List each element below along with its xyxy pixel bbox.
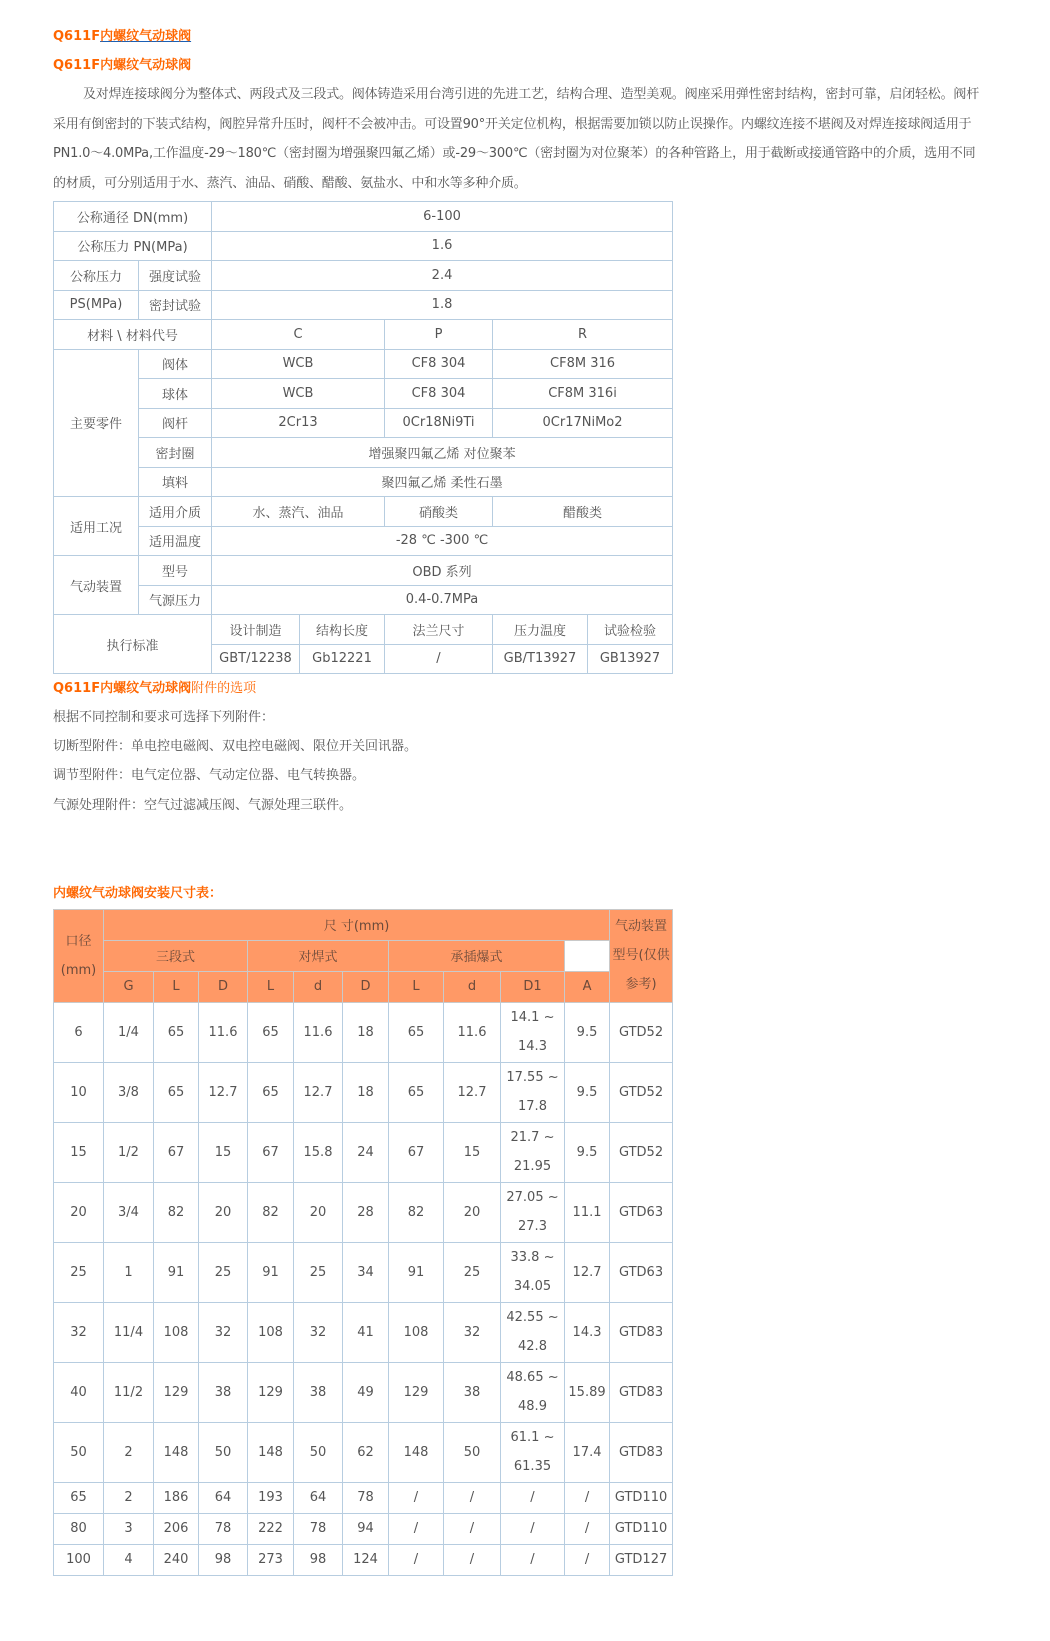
d1-cell [501, 1062, 565, 1122]
dim-cell: 148 [154, 1422, 199, 1482]
model-value: OBD 系列 [212, 556, 673, 586]
actuator-model-cell: GTD110 [610, 1513, 673, 1544]
dim-cell: 98 [199, 1544, 248, 1575]
dim-cell: / [389, 1544, 444, 1575]
dim-cell: 32 [294, 1302, 343, 1362]
d1-max: 61.35 [513, 1459, 552, 1475]
bore-cell: 15 [54, 1122, 104, 1182]
d1-max: 17.8 [518, 1099, 547, 1115]
dim-cell: 12.7 [199, 1062, 248, 1122]
dim-cell: 82 [389, 1182, 444, 1242]
table-row [54, 1362, 673, 1422]
dim-cell: 78 [199, 1513, 248, 1544]
stem-c: 2Cr13 [212, 408, 385, 438]
d1-min: 33.8 ~ [510, 1250, 555, 1266]
bore-label: 口径 [65, 933, 92, 949]
table-row [54, 1122, 673, 1182]
bore-cell: 65 [54, 1482, 104, 1513]
dim-cell: 65 [389, 1062, 444, 1122]
standard-value: GB13927 [588, 644, 673, 674]
a-cell: 9.5 [565, 1122, 610, 1182]
dim-cell: 91 [248, 1242, 294, 1302]
bore-cell: 80 [54, 1513, 104, 1544]
actuator-model-cell: GTD110 [610, 1482, 673, 1513]
medium-c: 水、蒸汽、油品 [212, 497, 385, 527]
medium-label: 适用介质 [139, 497, 212, 527]
pn-value: 1.6 [212, 231, 673, 261]
d1-min: 42.55 ~ [506, 1310, 559, 1326]
dim-cell: 91 [389, 1242, 444, 1302]
actuator-model-cell: GTD83 [610, 1302, 673, 1362]
d1-min: 48.65 ~ [506, 1370, 559, 1386]
actuator-model-cell: GTD63 [610, 1182, 673, 1242]
col-header: d [444, 971, 501, 1002]
dim-cell: 148 [389, 1422, 444, 1482]
spec-row-model [54, 556, 673, 586]
code-c: C [212, 320, 385, 350]
dim-cell: 273 [248, 1544, 294, 1575]
standard-value: GB/T13927 [493, 644, 588, 674]
dim-cell: / [389, 1482, 444, 1513]
d1-max: 27.3 [518, 1219, 547, 1235]
dim-cell: 50 [294, 1422, 343, 1482]
d1-min: 17.55 ~ [506, 1070, 559, 1086]
dim-cell: 67 [389, 1122, 444, 1182]
spec-row-air [54, 585, 673, 615]
bore-cell: 10 [54, 1062, 104, 1122]
dim-cell: 15 [444, 1122, 501, 1182]
standard-head: 压力温度 [493, 615, 588, 645]
medium-p: 硝酸类 [385, 497, 493, 527]
dim-cell: 98 [294, 1544, 343, 1575]
air-label: 气源压力 [139, 585, 212, 615]
table-row [54, 1002, 673, 1062]
accessories-line: 调节型附件：电气定位器、气动定位器、电气转换器。 [53, 768, 366, 784]
spec-table [53, 201, 673, 674]
medium-r: 醋酸类 [493, 497, 673, 527]
code-r: R [493, 320, 673, 350]
spec-row-strength [54, 261, 673, 291]
spec-row-stem [54, 408, 673, 438]
product-title: Q611F内螺纹气动球阀 [53, 58, 192, 73]
dim-cell: 62 [343, 1422, 389, 1482]
stem-label: 阀杆 [139, 408, 212, 438]
standard-head: 法兰尺寸 [385, 615, 493, 645]
dim-cell: 108 [248, 1302, 294, 1362]
accessories-title-product[interactable]: Q611F内螺纹气动球阀 [53, 681, 192, 696]
ball-r: CF8M 316i [493, 379, 673, 409]
bore-cell: 32 [54, 1302, 104, 1362]
dim-cell: 64 [199, 1482, 248, 1513]
a-cell: / [565, 1544, 610, 1575]
accessories-line: 切断型附件：单电控电磁阀、双电控电磁阀、限位开关回讯器。 [53, 739, 418, 755]
dim-cell: 28 [343, 1182, 389, 1242]
bore-header [54, 909, 104, 1002]
dim-cell: 15 [199, 1122, 248, 1182]
dim-cell: 94 [343, 1513, 389, 1544]
title-prefix: Q611F [53, 29, 101, 44]
col-header: D [343, 971, 389, 1002]
dimensions-table [53, 909, 673, 1576]
seal-label: 密封试验 [139, 290, 212, 320]
dim-cell: 15.8 [294, 1122, 343, 1182]
dim-cell: 64 [294, 1482, 343, 1513]
spec-row-ball [54, 379, 673, 409]
dim-cell: 38 [444, 1362, 501, 1422]
ball-p: CF8 304 [385, 379, 493, 409]
packing-value: 聚四氟乙烯 柔性石墨 [212, 467, 673, 497]
standard-value: GBT/12238 [212, 644, 300, 674]
dim-cell: 193 [248, 1482, 294, 1513]
dim-cell: 11.6 [294, 1002, 343, 1062]
d1-min: / [530, 1521, 535, 1537]
dim-cell: 91 [154, 1242, 199, 1302]
spec-row-dn [54, 202, 673, 232]
col-header: D1 [501, 971, 565, 1002]
strength-value: 2.4 [212, 261, 673, 291]
actuator-header-line: 气动装置 [615, 919, 668, 935]
d1-cell [501, 1422, 565, 1482]
temp-label: 适用温度 [139, 526, 212, 556]
ps-label-2: PS(MPa) [54, 290, 139, 320]
dim-cell: 41 [343, 1302, 389, 1362]
packing-label: 填料 [139, 467, 212, 497]
dim-cell: 129 [248, 1362, 294, 1422]
standard-head: 结构长度 [300, 615, 385, 645]
standard-head: 设计制造 [212, 615, 300, 645]
a-cell: / [565, 1482, 610, 1513]
actuator-model-cell: GTD52 [610, 1122, 673, 1182]
d1-max: 42.8 [518, 1339, 547, 1355]
actuator-model-header [610, 909, 673, 1002]
body-label: 阀体 [139, 349, 212, 379]
dim-cell: 148 [248, 1422, 294, 1482]
dim-cell: 38 [199, 1362, 248, 1422]
table-row [54, 1182, 673, 1242]
dim-cell: 82 [248, 1182, 294, 1242]
group-header: 对焊式 [248, 940, 389, 971]
d1-max: 48.9 [518, 1399, 547, 1415]
d1-cell [501, 1513, 565, 1544]
dim-cell: 20 [444, 1182, 501, 1242]
dim-cell: 11.6 [444, 1002, 501, 1062]
actuator-model-cell: GTD63 [610, 1242, 673, 1302]
dim-cell: 1 [104, 1242, 154, 1302]
dim-cell: 49 [343, 1362, 389, 1422]
accessories-line: 气源处理附件：空气过滤减压阀、气源处理三联件。 [53, 797, 353, 813]
pn-label: 公称压力 PN(MPa) [54, 231, 212, 261]
dim-cell: 11.6 [199, 1002, 248, 1062]
table-row [54, 1062, 673, 1122]
col-header: d [294, 971, 343, 1002]
accessories-line: 根据不同控制和要求可选择下列附件： [53, 710, 275, 725]
group-header: 三段式 [104, 940, 248, 971]
dim-header-row-3 [54, 971, 673, 1002]
dim-cell: / [444, 1482, 501, 1513]
body-r: CF8M 316 [493, 349, 673, 379]
dim-cell: / [444, 1513, 501, 1544]
dim-cell: 2 [104, 1482, 154, 1513]
dim-cell: 18 [343, 1062, 389, 1122]
spec-row-body [54, 349, 673, 379]
dim-cell: 11/2 [104, 1362, 154, 1422]
d1-cell [501, 1122, 565, 1182]
dim-cell: 18 [343, 1002, 389, 1062]
actuator-model-cell: GTD83 [610, 1362, 673, 1422]
d1-max: 14.3 [518, 1039, 547, 1055]
spec-row-packing [54, 467, 673, 497]
dim-cell: 222 [248, 1513, 294, 1544]
dim-cell: 32 [199, 1302, 248, 1362]
dim-cell: 78 [294, 1513, 343, 1544]
d1-min: / [530, 1552, 535, 1568]
dim-cell: 2 [104, 1422, 154, 1482]
d1-max: 34.05 [513, 1279, 552, 1295]
blank-header-cell [565, 940, 610, 971]
dim-cell: 24 [343, 1122, 389, 1182]
body-c: WCB [212, 349, 385, 379]
actuator-model-cell: GTD83 [610, 1422, 673, 1482]
table-row [54, 1242, 673, 1302]
condition-label: 适用工况 [54, 497, 139, 556]
bore-cell: 6 [54, 1002, 104, 1062]
product-link[interactable]: 内螺纹气动球阀 [100, 29, 192, 44]
dim-cell: 186 [154, 1482, 199, 1513]
model-label: 型号 [139, 556, 212, 586]
d1-min: 14.1 ~ [510, 1010, 555, 1026]
spec-row-material [54, 320, 673, 350]
standard-label: 执行标准 [54, 615, 212, 674]
bore-cell: 20 [54, 1182, 104, 1242]
dim-cell: 65 [248, 1062, 294, 1122]
d1-cell [501, 1482, 565, 1513]
d1-min: 61.1 ~ [510, 1430, 555, 1446]
d1-min: 21.7 ~ [510, 1130, 555, 1146]
d1-cell [501, 1544, 565, 1575]
bore-cell: 50 [54, 1422, 104, 1482]
dim-cell: 3 [104, 1513, 154, 1544]
d1-cell [501, 1362, 565, 1422]
actuator-model-cell: GTD127 [610, 1544, 673, 1575]
dim-cell: 25 [444, 1242, 501, 1302]
dim-cell: 65 [389, 1002, 444, 1062]
body-p: CF8 304 [385, 349, 493, 379]
spec-row-medium [54, 497, 673, 527]
dim-cell: 3/4 [104, 1182, 154, 1242]
table-row [54, 1513, 673, 1544]
product-page [53, 22, 983, 1576]
a-cell: 12.7 [565, 1242, 610, 1302]
table-row [54, 1302, 673, 1362]
bore-cell: 25 [54, 1242, 104, 1302]
dim-cell: 12.7 [444, 1062, 501, 1122]
stem-p: 0Cr18Ni9Ti [385, 408, 493, 438]
col-header: A [565, 971, 610, 1002]
dn-value: 6-100 [212, 202, 673, 232]
a-cell: 11.1 [565, 1182, 610, 1242]
dim-cell: 65 [154, 1062, 199, 1122]
ball-c: WCB [212, 379, 385, 409]
dim-cell: 20 [199, 1182, 248, 1242]
table-row [54, 1482, 673, 1513]
group-header: 承插爆式 [389, 940, 565, 971]
size-header: 尺 寸(mm) [104, 909, 610, 940]
dim-cell: 12.7 [294, 1062, 343, 1122]
dim-cell: 108 [389, 1302, 444, 1362]
d1-min: 27.05 ~ [506, 1190, 559, 1206]
bore-cell: 40 [54, 1362, 104, 1422]
standard-head: 试验检验 [588, 615, 673, 645]
standard-value: Gb12221 [300, 644, 385, 674]
air-value: 0.4-0.7MPa [212, 585, 673, 615]
parts-label: 主要零件 [54, 349, 139, 497]
col-header: D [199, 971, 248, 1002]
col-header: L [248, 971, 294, 1002]
dim-header-row-2 [54, 940, 673, 971]
dim-cell: 25 [294, 1242, 343, 1302]
a-cell: 17.4 [565, 1422, 610, 1482]
dim-cell: / [444, 1544, 501, 1575]
d1-cell [501, 1302, 565, 1362]
actuator-model-cell: GTD52 [610, 1002, 673, 1062]
spec-row-pn [54, 231, 673, 261]
intro-paragraph: 及对焊连接球阀分为整体式、两段式及三段式。阀体铸造采用台湾引进的先进工艺，结构合理、造型美观。阀座采用弹性密封结构，密封可靠，启闭轻松。阀杆采用有倒密封的下装式结构，阀腔异常升压时，阀杆不会被冲击。可设置90°开关定位机构，根据需要加锁以防止误操作。内螺纹连接不堪阀及对焊连接球阀适用于PN1.0～4.0MPa,工作温度-29～180℃（密封圈为增强聚四氟乙烯）或-29～300℃（密封圈为对位聚苯）的各种管路上，用于截断或接通管路中的介质，选用不同的材质，可分别适用于水、蒸汽、油品、硝酸、醋酸、氨盐水、中和水等多种介质。 [53, 87, 980, 191]
dim-cell: 1/2 [104, 1122, 154, 1182]
dim-cell: 129 [154, 1362, 199, 1422]
table-row [54, 1422, 673, 1482]
dim-cell: 65 [248, 1002, 294, 1062]
dim-cell: 1/4 [104, 1002, 154, 1062]
actuator-header-line: 参考) [625, 977, 657, 993]
seal-value: 1.8 [212, 290, 673, 320]
standard-value: / [385, 644, 493, 674]
dim-cell: 11/4 [104, 1302, 154, 1362]
dim-cell: 206 [154, 1513, 199, 1544]
code-p: P [385, 320, 493, 350]
spec-row-standard-heads [54, 615, 673, 645]
sealring-value: 增强聚四氟乙烯 对位聚苯 [212, 438, 673, 468]
a-cell: 14.3 [565, 1302, 610, 1362]
dim-cell: 129 [389, 1362, 444, 1422]
bore-unit: (mm) [60, 962, 97, 978]
dim-cell: 65 [154, 1002, 199, 1062]
a-cell: 9.5 [565, 1062, 610, 1122]
a-cell: 15.89 [565, 1362, 610, 1422]
dim-cell: 34 [343, 1242, 389, 1302]
a-cell: / [565, 1513, 610, 1544]
spec-row-seal [54, 290, 673, 320]
dim-cell: 67 [248, 1122, 294, 1182]
dim-cell: 4 [104, 1544, 154, 1575]
table-row [54, 1544, 673, 1575]
bore-cell: 100 [54, 1544, 104, 1575]
ps-label-1: 公称压力 [54, 261, 139, 291]
actuator-model-cell: GTD52 [610, 1062, 673, 1122]
d1-cell [501, 1242, 565, 1302]
stem-r: 0Cr17NiMo2 [493, 408, 673, 438]
d1-min: / [530, 1490, 535, 1506]
dim-cell: 50 [199, 1422, 248, 1482]
material-label: 材料 \ 材料代号 [54, 320, 212, 350]
sealring-label: 密封圈 [139, 438, 212, 468]
dim-cell: / [389, 1513, 444, 1544]
dn-label: 公称通径 DN(mm) [54, 202, 212, 232]
dim-cell: 82 [154, 1182, 199, 1242]
dimensions-body [54, 1002, 673, 1575]
actuator-label: 气动装置 [54, 556, 139, 615]
dim-cell: 32 [444, 1302, 501, 1362]
dim-cell: 240 [154, 1544, 199, 1575]
col-header: L [389, 971, 444, 1002]
dim-cell: 38 [294, 1362, 343, 1422]
actuator-header-line: 型号(仅供 [612, 948, 670, 964]
dim-cell: 108 [154, 1302, 199, 1362]
d1-max: 21.95 [513, 1159, 552, 1175]
dimensions-title: 内螺纹气动球阀安装尺寸表： [53, 885, 223, 901]
col-header: L [154, 971, 199, 1002]
dim-cell: 124 [343, 1544, 389, 1575]
dim-cell: 50 [444, 1422, 501, 1482]
dim-cell: 20 [294, 1182, 343, 1242]
product-title-link-line [53, 22, 983, 51]
accessories-title [53, 674, 983, 703]
strength-label: 强度试验 [139, 261, 212, 291]
spec-row-temp [54, 526, 673, 556]
dim-cell: 78 [343, 1482, 389, 1513]
dim-cell: 3/8 [104, 1062, 154, 1122]
dim-cell: 67 [154, 1122, 199, 1182]
dim-header-row-1 [54, 909, 673, 940]
spec-row-sealring [54, 438, 673, 468]
d1-cell [501, 1182, 565, 1242]
d1-cell [501, 1002, 565, 1062]
col-header: G [104, 971, 154, 1002]
ball-label: 球体 [139, 379, 212, 409]
a-cell: 9.5 [565, 1002, 610, 1062]
dim-cell: 25 [199, 1242, 248, 1302]
temp-value: -28 ℃ -300 ℃ [212, 526, 673, 556]
accessories-title-rest: 附件的选项 [191, 681, 257, 696]
